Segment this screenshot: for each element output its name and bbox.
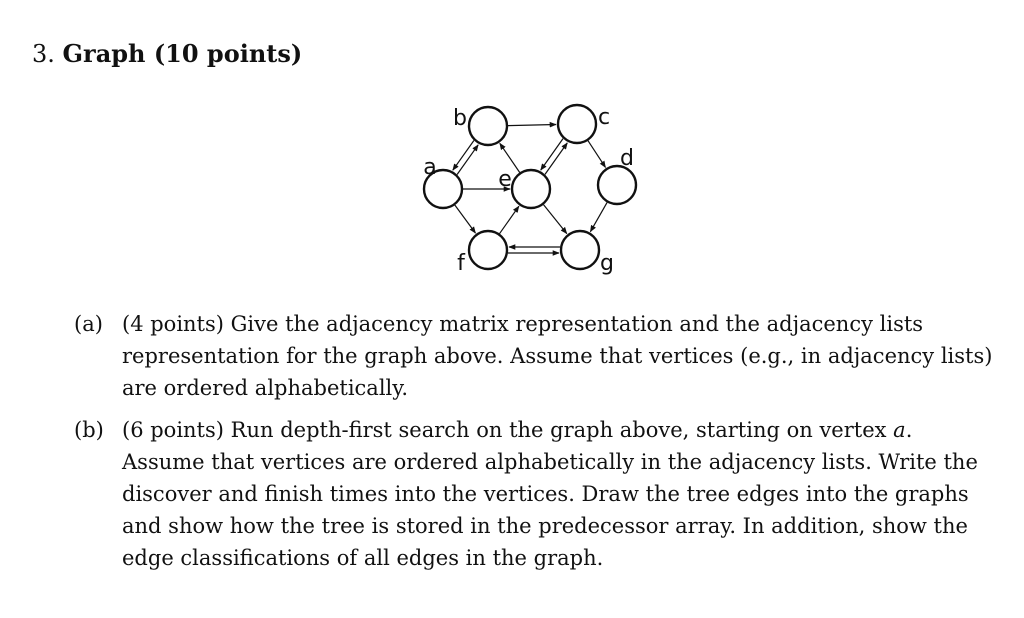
vertex-g — [561, 231, 599, 269]
vertex-label-g: g — [600, 251, 614, 276]
vertex-label-e: e — [498, 167, 512, 192]
part-a-label: (a) — [74, 312, 103, 336]
vertex-label-f: f — [457, 251, 465, 276]
edge-e-to-g — [544, 205, 567, 234]
part-b — [74, 414, 994, 574]
edge-c-to-d — [588, 141, 606, 168]
edge-a-to-f — [455, 205, 476, 233]
problem-number: 3. — [32, 40, 55, 68]
part-b-body-start: Run depth-first search on the graph above, starting on vertex — [230, 418, 894, 442]
vertex-label-a: a — [423, 155, 437, 180]
directed-graph-figure — [0, 0, 1024, 300]
vertex-f — [469, 231, 507, 269]
edge-d-to-g — [590, 202, 607, 231]
vertex-e — [512, 170, 550, 208]
edge-f-to-e — [500, 206, 519, 234]
vertex-b — [469, 107, 507, 145]
part-b-start-vertex: a — [893, 418, 906, 442]
vertex-c — [558, 105, 596, 143]
problem-parts — [74, 308, 994, 584]
vertex-label-b: b — [453, 106, 467, 131]
part-b-text — [122, 414, 994, 574]
part-b-label: (b) — [74, 418, 104, 442]
vertex-label-c: c — [597, 105, 611, 130]
part-b-points: (6 points) — [122, 418, 224, 442]
vertex-d — [598, 166, 636, 204]
part-a-text — [122, 308, 994, 404]
part-a-body: Give the adjacency matrix representation and the adjacency lists representation for the graph above. Assume that vertices (e.g., in adjacency lists) are ordered alphabetically. — [122, 312, 993, 400]
part-a-points: (4 points) — [122, 312, 224, 336]
edge-b-to-c — [508, 125, 556, 126]
vertex-label-d: d — [620, 146, 634, 171]
problem-title: Graph (10 points) — [62, 39, 303, 68]
part-b-body-end: . Assume that vertices are ordered alphabetically in the adjacency lists. Write the discover and finish times into the vertices. Draw the tree edges into the graphs and show how the tree is stored in the predecessor array. In addition, show the edge classifications of all edges in the graph. — [122, 418, 978, 570]
part-a — [74, 308, 994, 404]
